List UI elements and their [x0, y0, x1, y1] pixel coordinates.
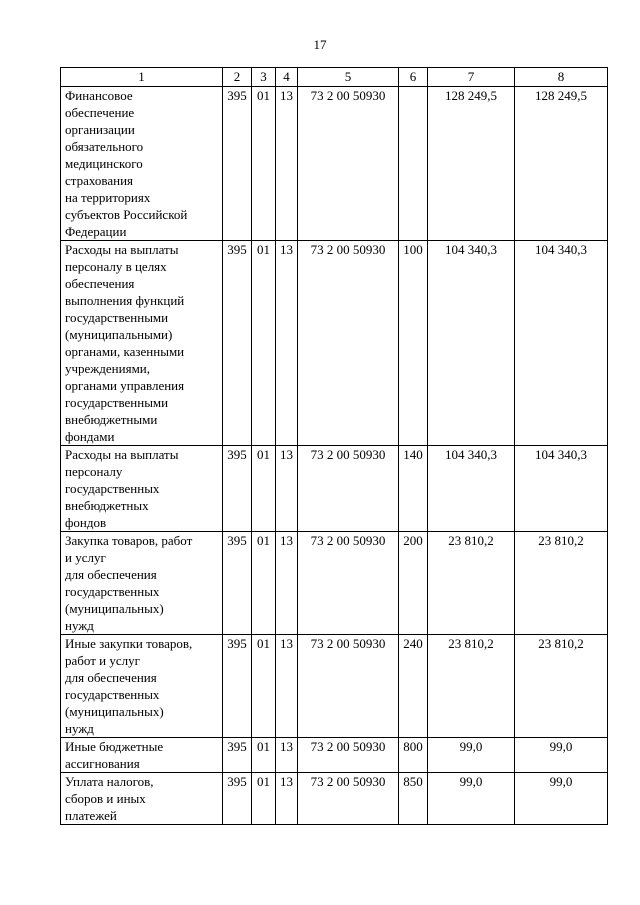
row-name-line: органами, казенными [65, 344, 185, 359]
row-target-article-cell: 73 2 00 50930 [298, 738, 399, 773]
row-subsection-cell: 13 [276, 87, 298, 241]
row-section-cell: 01 [252, 635, 276, 738]
row-name-line: государственных [65, 481, 160, 496]
row-expense-type-cell: 800 [399, 738, 428, 773]
row-section-cell: 01 [252, 241, 276, 446]
row-name-cell [61, 446, 223, 532]
row-name-line: фондами [65, 429, 115, 444]
row-name-line: учреждениями, [65, 361, 151, 376]
row-target-article-cell: 73 2 00 50930 [298, 87, 399, 241]
row-name-line: обеспечения [65, 276, 135, 291]
row-expense-type-cell: 850 [399, 773, 428, 825]
row-subsection-cell: 13 [276, 738, 298, 773]
row-name-line: государственными [65, 395, 169, 410]
row-name-line: страхования [65, 173, 134, 188]
column-header-3: 3 [252, 68, 276, 87]
row-name-line: выполнения функций [65, 293, 185, 308]
row-code-cell: 395 [223, 738, 252, 773]
row-amount-cell: 128 249,5 [428, 87, 515, 241]
row-name-line: Финансовое [65, 88, 133, 103]
column-header-7: 7 [428, 68, 515, 87]
column-header-1: 1 [61, 68, 223, 87]
row-name-line: нужд [65, 618, 94, 633]
row-name-line: государственных [65, 584, 160, 599]
table-row [61, 87, 608, 241]
row-subsection-cell: 13 [276, 532, 298, 635]
row-name-cell [61, 532, 223, 635]
row-subsection-cell: 13 [276, 635, 298, 738]
row-name-line: внебюджетными [65, 412, 158, 427]
header-row [61, 68, 608, 87]
row-name-line: нужд [65, 721, 94, 736]
row-amount-cell: 23 810,2 [428, 635, 515, 738]
table-row [61, 738, 608, 773]
row-target-article-cell: 73 2 00 50930 [298, 241, 399, 446]
row-section-cell: 01 [252, 532, 276, 635]
row-name-line: государственными [65, 310, 169, 325]
table-row [61, 773, 608, 825]
row-amount-total-cell: 99,0 [515, 773, 608, 825]
row-amount-cell: 23 810,2 [428, 532, 515, 635]
row-name-line: сборов и иных [65, 791, 146, 806]
row-amount-cell: 99,0 [428, 738, 515, 773]
row-name-line: для обеспечения [65, 567, 157, 582]
row-section-cell: 01 [252, 773, 276, 825]
row-name-line: субъектов Российской [65, 207, 188, 222]
row-name-line: Закупка товаров, работ [65, 533, 193, 548]
row-name-cell [61, 773, 223, 825]
column-header-6: 6 [399, 68, 428, 87]
row-section-cell: 01 [252, 738, 276, 773]
row-name-line: государственных [65, 687, 160, 702]
row-name-line: работ и услуг [65, 653, 140, 668]
row-name-line: (муниципальных) [65, 601, 164, 616]
row-code-cell: 395 [223, 87, 252, 241]
row-amount-total-cell: 128 249,5 [515, 87, 608, 241]
row-amount-total-cell: 104 340,3 [515, 241, 608, 446]
row-target-article-cell: 73 2 00 50930 [298, 635, 399, 738]
row-name-line: персоналу [65, 464, 123, 479]
row-subsection-cell: 13 [276, 773, 298, 825]
row-name-cell [61, 241, 223, 446]
row-expense-type-cell: 100 [399, 241, 428, 446]
row-section-cell: 01 [252, 446, 276, 532]
row-target-article-cell: 73 2 00 50930 [298, 446, 399, 532]
row-name-line: (муниципальных) [65, 704, 164, 719]
page-number: 17 [313, 37, 327, 52]
row-code-cell: 395 [223, 241, 252, 446]
row-amount-total-cell: 23 810,2 [515, 635, 608, 738]
row-subsection-cell: 13 [276, 446, 298, 532]
row-amount-total-cell: 104 340,3 [515, 446, 608, 532]
table-row [61, 446, 608, 532]
row-name-line: медицинского [65, 156, 143, 171]
row-name-line: Уплата налогов, [65, 774, 154, 789]
row-target-article-cell: 73 2 00 50930 [298, 773, 399, 825]
row-subsection-cell: 13 [276, 241, 298, 446]
row-name-line: обеспечение [65, 105, 135, 120]
row-name-line: на территориях [65, 190, 151, 205]
row-name-line: Расходы на выплаты [65, 242, 179, 257]
row-amount-cell: 104 340,3 [428, 446, 515, 532]
row-name-line: для обеспечения [65, 670, 157, 685]
row-amount-total-cell: 23 810,2 [515, 532, 608, 635]
row-name-line: Федерации [65, 224, 127, 239]
row-name-line: платежей [65, 808, 117, 823]
row-name-line: органами управления [65, 378, 185, 393]
row-expense-type-cell: 200 [399, 532, 428, 635]
row-name-line: Иные бюджетные [65, 739, 164, 754]
column-header-8: 8 [515, 68, 608, 87]
column-header-2: 2 [223, 68, 252, 87]
row-expense-type-cell: 140 [399, 446, 428, 532]
table-row [61, 532, 608, 635]
row-code-cell: 395 [223, 532, 252, 635]
column-header-4: 4 [276, 68, 298, 87]
row-code-cell: 395 [223, 446, 252, 532]
row-name-line: внебюджетных [65, 498, 149, 513]
table-body [61, 87, 608, 825]
row-name-line: (муниципальными) [65, 327, 173, 342]
row-target-article-cell: 73 2 00 50930 [298, 532, 399, 635]
table-row [61, 635, 608, 738]
row-code-cell: 395 [223, 635, 252, 738]
row-name-line: Иные закупки товаров, [65, 636, 193, 651]
table-row [61, 241, 608, 446]
row-section-cell: 01 [252, 87, 276, 241]
row-amount-cell: 104 340,3 [428, 241, 515, 446]
row-expense-type-cell: 240 [399, 635, 428, 738]
row-name-line: ассигнования [65, 756, 140, 771]
row-expense-type-cell [399, 87, 428, 241]
row-name-line: и услуг [65, 550, 106, 565]
column-header-5: 5 [298, 68, 399, 87]
row-name-cell [61, 635, 223, 738]
row-name-line: обязательного [65, 139, 144, 154]
row-name-cell [61, 87, 223, 241]
row-code-cell: 395 [223, 773, 252, 825]
row-amount-total-cell: 99,0 [515, 738, 608, 773]
budget-table [60, 67, 608, 825]
row-name-line: персоналу в целях [65, 259, 167, 274]
row-amount-cell: 99,0 [428, 773, 515, 825]
row-name-line: организации [65, 122, 135, 137]
row-name-line: фондов [65, 515, 107, 530]
row-name-line: Расходы на выплаты [65, 447, 179, 462]
row-name-cell [61, 738, 223, 773]
